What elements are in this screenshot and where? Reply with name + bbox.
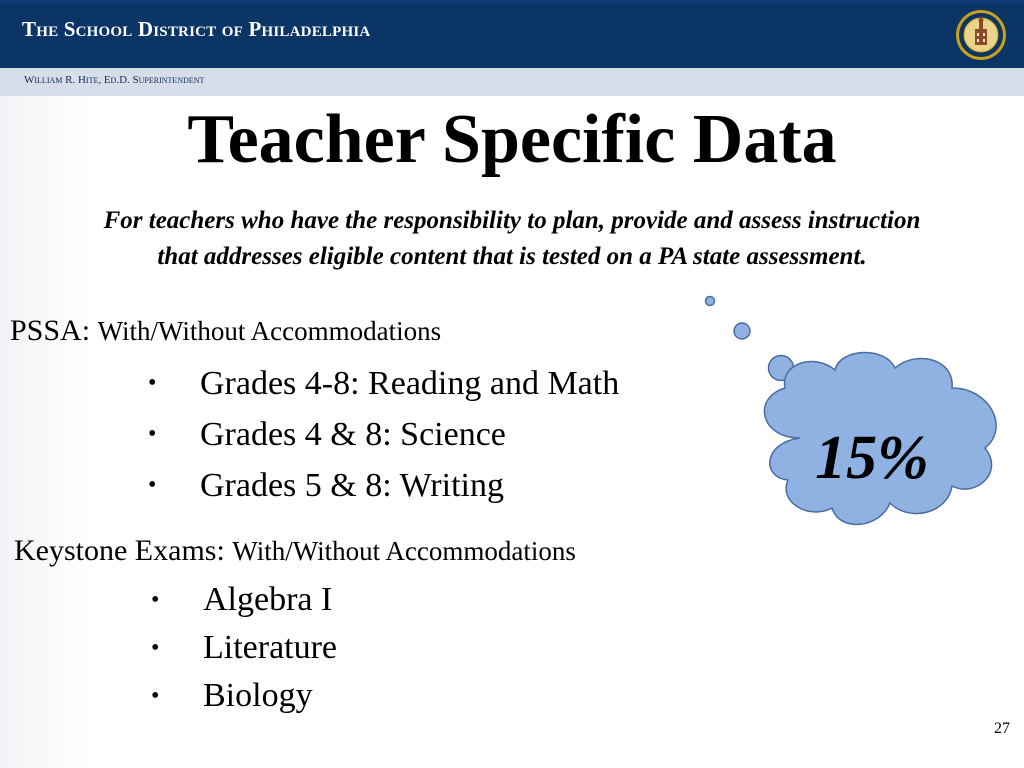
- percentage-callout: 15%: [815, 424, 929, 492]
- slide-title: Teacher Specific Data: [187, 101, 837, 178]
- intro-line-1: For teachers who have the responsibility to plan, provide and assess instruction: [103, 207, 921, 234]
- list-item: • Grades 5 & 8: Writing: [200, 460, 619, 511]
- district-seal-icon: [955, 9, 1007, 61]
- pssa-qualifier: With/Without Accommodations: [97, 316, 442, 346]
- pssa-label: PSSA:: [10, 314, 91, 347]
- bullet-icon: •: [151, 683, 160, 709]
- keystone-label: Keystone Exams:: [14, 534, 225, 567]
- background-fade: [0, 96, 90, 768]
- list-item: • Grades 4-8: Reading and Math: [200, 358, 619, 409]
- thought-cloud-icon: [690, 288, 1020, 548]
- keystone-heading: [14, 534, 576, 568]
- bullet-icon: •: [148, 472, 157, 498]
- superintendent-line: William R. Hite, Ed.D. Superintendent: [24, 74, 205, 86]
- bullet-icon: •: [151, 587, 160, 613]
- list-item: • Biology: [203, 672, 337, 720]
- bullet-icon: •: [151, 635, 160, 661]
- list-item: • Algebra I: [203, 576, 337, 624]
- keystone-list: [151, 576, 338, 720]
- intro-line-2: that addresses eligible content that is tested on a PA state assessment.: [157, 243, 867, 270]
- pssa-heading: [10, 314, 441, 348]
- list-item: • Grades 4 & 8: Science: [200, 409, 619, 460]
- intro-text: [0, 203, 1024, 275]
- page-number: 27: [994, 720, 1010, 737]
- keystone-qualifier: With/Without Accommodations: [232, 536, 576, 566]
- pssa-list: [148, 358, 620, 511]
- district-title: The School District of Philadelphia: [22, 17, 371, 41]
- bullet-icon: •: [148, 421, 157, 447]
- bullet-icon: •: [148, 370, 157, 396]
- list-item: • Literature: [203, 624, 337, 672]
